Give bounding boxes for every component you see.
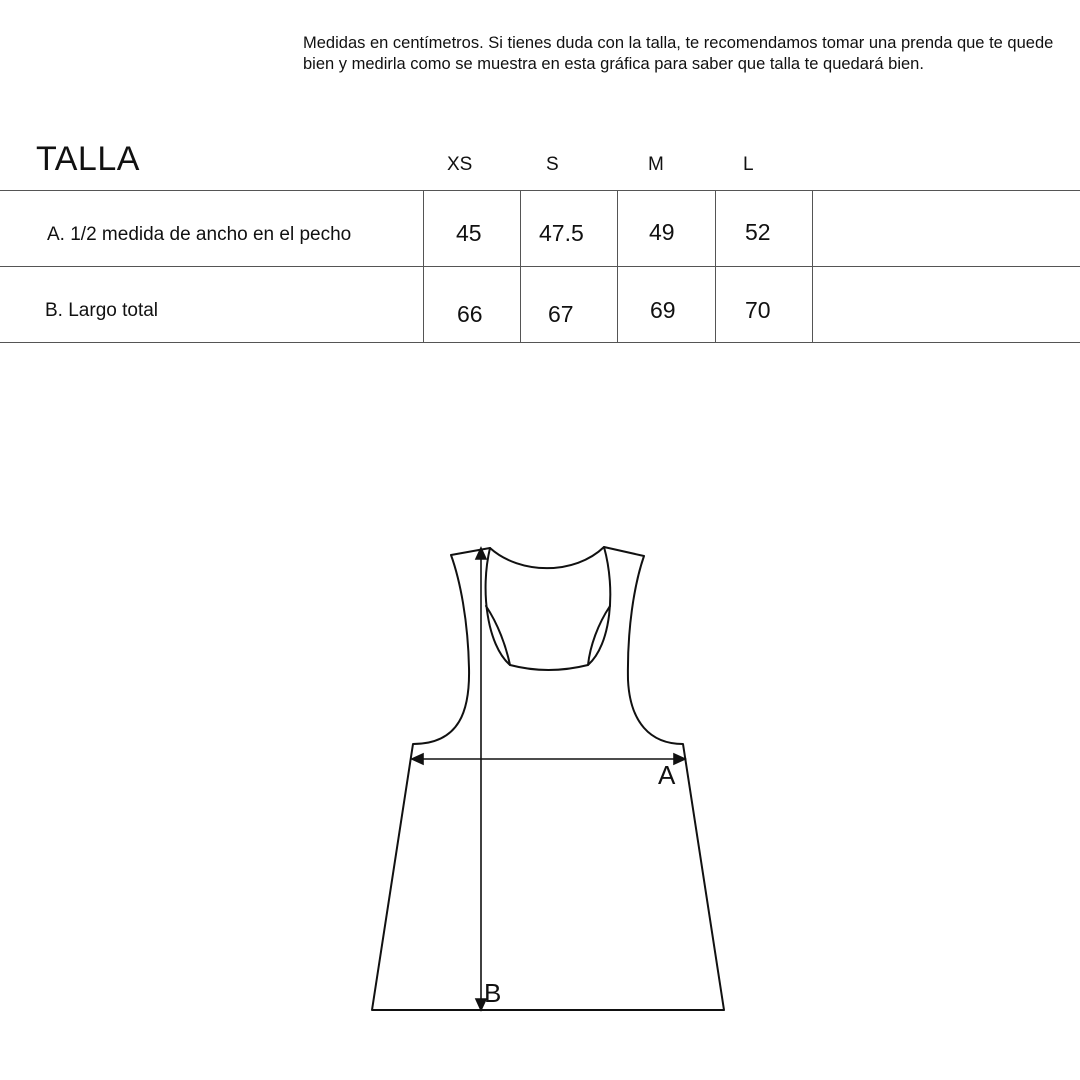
measure-a-arrow xyxy=(412,754,685,764)
cell-chest-s: 47.5 xyxy=(539,220,584,246)
measurement-note: Medidas en centímetros. Si tienes duda con la talla, te recomendamos tomar una prenda que te quede bien y medirla como se muestra en esta gráfica para saber que talla te quedará bien. xyxy=(303,34,1054,73)
armhole-inner-left xyxy=(486,606,510,665)
row-label-length: B. Largo total xyxy=(45,300,159,321)
cell-length-l: 70 xyxy=(745,297,771,323)
armhole-inner-right xyxy=(588,606,610,665)
row-label-chest: A. 1/2 medida de ancho en el pecho xyxy=(47,224,352,245)
label-b: B xyxy=(484,978,502,1008)
cell-length-xs: 66 xyxy=(457,301,483,327)
size-header-m: M xyxy=(648,154,664,175)
size-header-xs: XS xyxy=(447,154,473,175)
measure-b-arrow xyxy=(476,548,486,1010)
size-header-l: L xyxy=(743,154,754,175)
cell-chest-xs: 45 xyxy=(456,220,482,246)
cell-chest-m: 49 xyxy=(649,219,675,245)
label-a: A xyxy=(658,760,676,790)
neckline-back-curve xyxy=(486,547,611,670)
cell-chest-l: 52 xyxy=(745,219,771,245)
cell-length-s: 67 xyxy=(548,301,574,327)
cell-length-m: 69 xyxy=(650,297,676,323)
size-header-s: S xyxy=(546,154,559,175)
size-table-title: TALLA xyxy=(36,140,140,178)
